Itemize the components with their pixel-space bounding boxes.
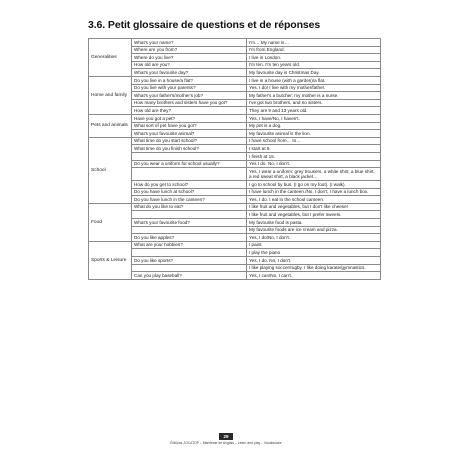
answer-cell: I start at 9. [247,145,381,153]
table-row [89,196,381,204]
table-row [89,107,381,115]
answer-cell: I've got two brothers, and no sisters. [247,99,381,107]
question-cell [132,249,247,257]
question-cell: What time do you finish school? [132,145,247,153]
category-cell: Pets and animals [89,114,132,137]
question-cell: Do you like apples? [132,234,247,242]
table-row [89,264,381,272]
answer-cell: I go to school by bus. (I go on my foot). (I walk). [247,181,381,189]
answer-cell: My pet is a dog. [247,122,381,130]
table-row [89,137,381,145]
table-row [89,257,381,265]
answer-cell: I finish at 15. [247,152,381,160]
question-cell: Where do you live? [132,54,247,62]
answer-cell: My favourite day is Christmas Day. [247,69,381,77]
question-cell: Can you play baseball? [132,272,247,280]
answer-cell: My favourite foods are ice cream and pizza. [247,226,381,234]
answer-cell: Yes I do. No, I don't. [247,160,381,168]
question-cell: How old are you? [132,61,247,69]
answer-cell: I like playing soccer/rugby. I like doing karate/gymnastics. [247,264,381,272]
table-row [89,84,381,92]
answer-cell: I live in London. [247,54,381,62]
question-cell [132,226,247,234]
table-row [89,130,381,138]
question-cell: Have you got a pet? [132,114,247,122]
answer-cell: My favourite food is pasta. [247,219,381,227]
answer-cell: Yes, I can/No, I can't. [247,272,381,280]
question-cell: What's your father's/mother's job? [132,92,247,100]
category-cell: Home and family [89,76,132,114]
answer-cell: I like fruit and vegetables, but I don't like cheese! [247,203,381,211]
answer-cell: My father's a butcher; my mother is a nurse. [247,92,381,100]
answer-cell: Yes, I do/No, I don't. [247,234,381,242]
question-cell: Do you have lunch at school? [132,188,247,196]
question-cell: Do you live in a house/a flat? [132,76,247,84]
question-cell [132,152,247,160]
question-cell [132,211,247,219]
question-cell [132,168,247,181]
question-cell: Do you like sports? [132,257,247,265]
question-cell: Do you live with your parents? [132,84,247,92]
table-row [89,122,381,130]
table-row [89,211,381,219]
table-row [89,168,381,181]
category-cell: Sports & Leisure [89,241,132,279]
question-cell: What time do you start school? [132,137,247,145]
table-row [89,114,381,122]
question-cell: How do you get to school? [132,181,247,189]
answer-cell: I'm from England. [247,46,381,54]
question-cell: Where are you from? [132,46,247,54]
table-row [89,160,381,168]
question-cell: Do you wear a uniform for school usually? [132,160,247,168]
glossary-table-body [89,39,381,280]
answer-cell: Yes, I do. I eat in the school canteen. [247,196,381,204]
answer-cell: My favourite animal is the lion. [247,130,381,138]
answer-cell: I paint. [247,241,381,249]
answer-cell: They are 9 and 13 years old. [247,107,381,115]
answer-cell: I have lunch in the canteen./No, I don't, I have a lunch box. [247,188,381,196]
answer-cell: I'm… My name is… [247,39,381,47]
answer-cell: I'm ten. I'm ten years old. [247,61,381,69]
question-cell: How old are they? [132,107,247,115]
table-row [89,54,381,62]
question-cell: How many brothers and sisters have you got? [132,99,247,107]
table-row [89,46,381,54]
page-title: 3.6. Petit glossaire de questions et de réponses [88,19,321,31]
page-number: 29 [219,433,233,440]
question-cell: What sort of pet have you got? [132,122,247,130]
question-cell: What's your name? [132,39,247,47]
answer-cell: I play the piano [247,249,381,257]
table-row [89,272,381,280]
table-row [89,188,381,196]
category-cell: School [89,137,132,203]
table-row [89,69,381,77]
table-row [89,219,381,227]
table-row [89,152,381,160]
page-footer: Éditions JOCATOP – Manifeste de Anglais – Learn and play – Vocabulaire [170,441,282,445]
table-row [89,234,381,242]
answer-cell: Yes, I do! I live with my mother/father. [247,84,381,92]
table-row [89,181,381,189]
answer-cell: I live in a house (with a garden)/a flat. [247,76,381,84]
question-cell: What do you like to eat? [132,203,247,211]
question-cell: What are your hobbies? [132,241,247,249]
answer-cell: Yes, I do. No, I don't. [247,257,381,265]
answer-cell: Yes, I have/No, I haven't. [247,114,381,122]
table-row [89,61,381,69]
question-cell: What's your favourite day? [132,69,247,77]
answer-cell: I like fruit and vegetables, but I prefer sweets. [247,211,381,219]
table-row [89,203,381,211]
question-cell: What's your favourite food? [132,219,247,227]
question-cell: What's your favourite animal? [132,130,247,138]
table-row [89,39,381,47]
category-cell: Food [89,203,132,241]
category-cell: Generalities [89,39,132,77]
answer-cell: I have school from… to… [247,137,381,145]
table-row [89,241,381,249]
question-cell: Do you have lunch in the canteen? [132,196,247,204]
table-row [89,92,381,100]
table-row [89,76,381,84]
table-row [89,99,381,107]
answer-cell: Yes, I wear a uniform: grey trousers, a white shirt, a blue shirt, a red sweat shirt, a black jacket… [247,168,381,181]
table-row [89,226,381,234]
glossary-table [88,38,381,280]
table-row [89,249,381,257]
table-row [89,145,381,153]
question-cell [132,264,247,272]
